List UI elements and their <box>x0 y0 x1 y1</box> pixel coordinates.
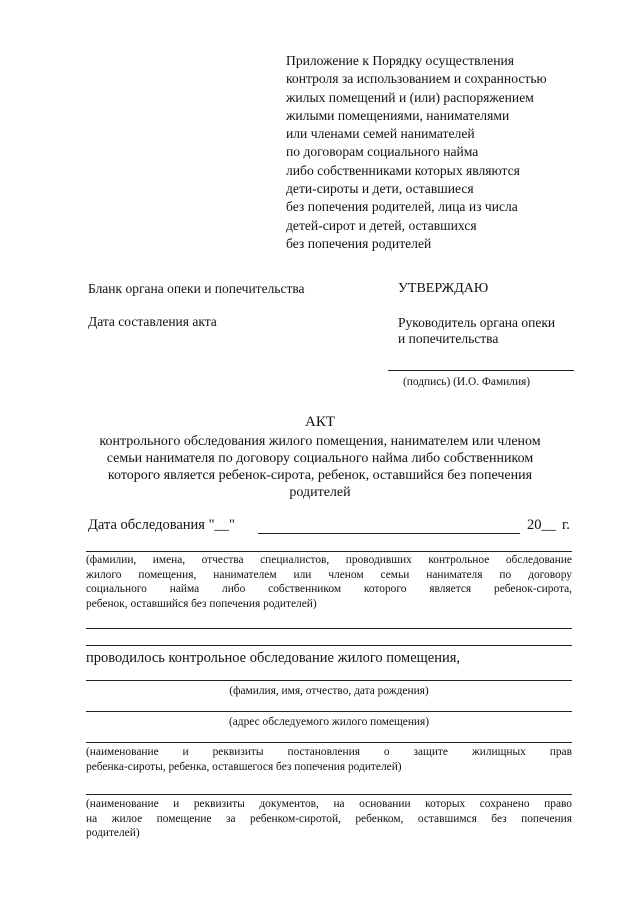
caption-line: на жилое помещение за ребенком-сиротой, ребенком, оставшимся без попечения <box>86 812 572 825</box>
address-caption: (адрес обследуемого жилого помещения) <box>228 716 430 728</box>
address-line[interactable] <box>86 711 572 712</box>
appendix-line: контроля за использованием и сохранностью <box>286 71 547 87</box>
appendix-line: жилых помещений и (или) распоряжением <box>286 89 534 105</box>
caption-line: (наименование и реквизиты документов, на основании которых сохранено право <box>86 798 572 810</box>
appendix-line: детей-сирот и детей, оставшихся <box>286 217 477 233</box>
inspection-date-line[interactable] <box>258 533 520 534</box>
caption-line: ребенка-сироты, ребенка, оставшегося без попечения родителей) <box>86 760 402 773</box>
act-title: АКТ <box>305 414 335 430</box>
inspection-year-suffix: г. <box>562 517 570 533</box>
caption-line: социального найма либо собственником которого является ребенок-сирота, <box>86 583 572 595</box>
appendix-line: дети-сироты и дети, оставшиеся <box>286 181 474 197</box>
conducted-text: проводилось контрольное обследование жилого помещения, <box>86 650 461 666</box>
resolution-caption <box>86 745 572 774</box>
caption-line: (наименование и реквизиты постановления о защите жилищных прав <box>86 746 572 758</box>
act-subtitle <box>60 433 580 501</box>
signature-caption: (подпись) (И.О. Фамилия) <box>403 376 531 388</box>
person-line[interactable] <box>86 680 572 681</box>
signature-line <box>388 370 574 371</box>
resolution-line[interactable] <box>86 742 572 743</box>
specialists-line[interactable] <box>86 551 572 552</box>
act-date-label: Дата составления акта <box>88 314 217 329</box>
person-caption: (фамилия, имя, отчество, дата рождения) <box>229 685 429 697</box>
appendix-line: Приложение к Порядку осуществления <box>286 53 515 68</box>
approve-heading: УТВЕРЖДАЮ <box>398 281 489 296</box>
guardianship-head-line2: и попечительства <box>398 331 499 346</box>
appendix-line: по договорам социального найма <box>286 144 479 160</box>
inspection-date-label: Дата обследования "__" <box>88 517 235 533</box>
specialists-extra-line-1[interactable] <box>86 628 572 629</box>
caption-line: (фамилии, имена, отчества специалистов, проводивших контрольное обследование <box>86 554 572 566</box>
act-subtitle-line: семьи нанимателя по договору социального найма либо собственником <box>106 451 534 466</box>
act-subtitle-line: родителей <box>289 485 351 500</box>
documents-caption <box>86 797 572 841</box>
appendix-line: жилыми помещениями, нанимателями <box>286 107 510 123</box>
guardianship-head-line1: Руководитель органа опеки <box>398 315 556 330</box>
inspection-year-prefix: 20__ <box>527 517 556 533</box>
guardianship-blank-label: Бланк органа опеки и попечительства <box>88 281 305 296</box>
act-subtitle-line: контрольного обследования жилого помещения, нанимателем или членом <box>99 434 541 449</box>
caption-line: родителей) <box>86 827 140 839</box>
appendix-line: без попечения родителей <box>286 235 432 251</box>
specialists-extra-line-2[interactable] <box>86 645 572 646</box>
appendix-note <box>286 52 606 253</box>
act-subtitle-line: которого является ребенок-сирота, ребенок, оставшийся без попечения <box>107 468 533 483</box>
documents-line[interactable] <box>86 794 572 795</box>
appendix-line: без попечения родителей, лица из числа <box>286 199 518 215</box>
caption-line: ребенок, оставшийся без попечения родителей) <box>86 597 317 610</box>
caption-line: жилого помещения, нанимателем или членом семьи нанимателя по договору <box>86 568 572 581</box>
appendix-line: либо собственниками которых являются <box>286 162 520 178</box>
specialists-caption <box>86 553 572 611</box>
appendix-line: или членами семей нанимателей <box>286 126 475 142</box>
